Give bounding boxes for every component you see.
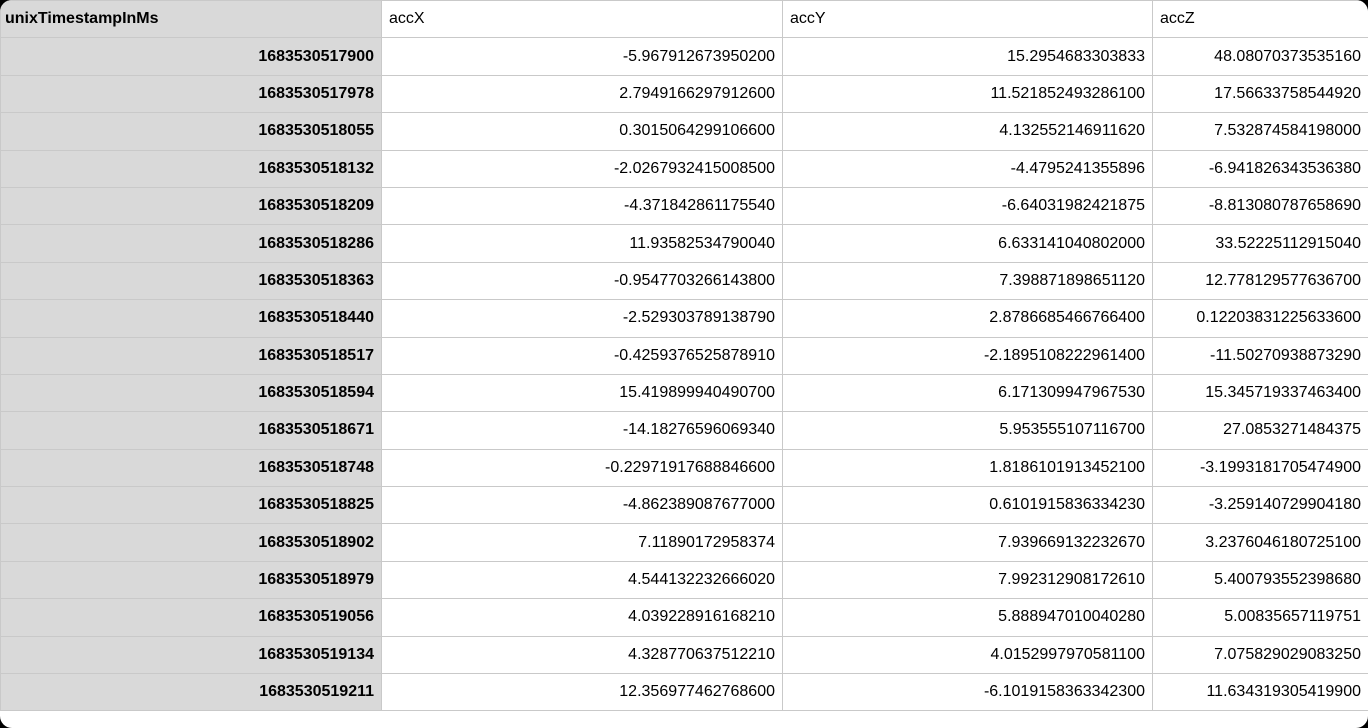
row-timestamp-cell[interactable]: 1683530518055 <box>1 113 382 150</box>
row-timestamp-cell[interactable]: 1683530518671 <box>1 412 382 449</box>
row-timestamp-cell[interactable]: 1683530518209 <box>1 187 382 224</box>
accx-cell[interactable]: -14.18276596069340 <box>382 412 783 449</box>
accx-cell[interactable]: -0.22971917688846600 <box>382 449 783 486</box>
table-row <box>1 487 1368 524</box>
table-body <box>1 38 1368 711</box>
accx-cell[interactable]: -0.4259376525878910 <box>382 337 783 374</box>
accz-cell[interactable]: 27.0853271484375 <box>1153 412 1368 449</box>
header-row <box>1 1 1368 38</box>
accy-cell[interactable]: -6.64031982421875 <box>783 187 1153 224</box>
column-header-timestamp[interactable]: unixTimestampInMs <box>1 1 382 38</box>
table-row <box>1 561 1368 598</box>
row-timestamp-cell[interactable]: 1683530518902 <box>1 524 382 561</box>
table-row <box>1 412 1368 449</box>
accy-cell[interactable]: 4.0152997970581100 <box>783 636 1153 673</box>
accz-cell[interactable]: 11.634319305419900 <box>1153 674 1368 711</box>
row-timestamp-cell[interactable]: 1683530518748 <box>1 449 382 486</box>
accy-cell[interactable]: -6.1019158363342300 <box>783 674 1153 711</box>
column-header-accx[interactable]: accX <box>382 1 783 38</box>
accx-cell[interactable]: 2.7949166297912600 <box>382 75 783 112</box>
accz-cell[interactable]: 5.00835657119751 <box>1153 599 1368 636</box>
accx-cell[interactable]: -2.0267932415008500 <box>382 150 783 187</box>
accz-cell[interactable]: 7.532874584198000 <box>1153 113 1368 150</box>
row-timestamp-cell[interactable]: 1683530518825 <box>1 487 382 524</box>
accx-cell[interactable]: 11.93582534790040 <box>382 225 783 262</box>
accz-cell[interactable]: -3.259140729904180 <box>1153 487 1368 524</box>
accx-cell[interactable]: -4.371842861175540 <box>382 187 783 224</box>
accy-cell[interactable]: 0.6101915836334230 <box>783 487 1153 524</box>
accy-cell[interactable]: 5.953555107116700 <box>783 412 1153 449</box>
accz-cell[interactable]: -11.50270938873290 <box>1153 337 1368 374</box>
accx-cell[interactable]: -2.529303789138790 <box>382 300 783 337</box>
row-timestamp-cell[interactable]: 1683530518132 <box>1 150 382 187</box>
table-row <box>1 225 1368 262</box>
accx-cell[interactable]: 4.544132232666020 <box>382 561 783 598</box>
accx-cell[interactable]: -4.862389087677000 <box>382 487 783 524</box>
row-timestamp-cell[interactable]: 1683530519211 <box>1 674 382 711</box>
row-timestamp-cell[interactable]: 1683530517900 <box>1 38 382 75</box>
row-timestamp-cell[interactable]: 1683530518594 <box>1 374 382 411</box>
table-row <box>1 449 1368 486</box>
table-row <box>1 599 1368 636</box>
accx-cell[interactable]: 7.11890172958374 <box>382 524 783 561</box>
accy-cell[interactable]: -4.4795241355896 <box>783 150 1153 187</box>
accz-cell[interactable]: 12.778129577636700 <box>1153 262 1368 299</box>
accx-cell[interactable]: 4.328770637512210 <box>382 636 783 673</box>
accy-cell[interactable]: 11.521852493286100 <box>783 75 1153 112</box>
accz-cell[interactable]: -6.941826343536380 <box>1153 150 1368 187</box>
row-timestamp-cell[interactable]: 1683530518979 <box>1 561 382 598</box>
accy-cell[interactable]: 4.132552146911620 <box>783 113 1153 150</box>
row-timestamp-cell[interactable]: 1683530518363 <box>1 262 382 299</box>
table-row <box>1 113 1368 150</box>
accz-cell[interactable]: 48.08070373535160 <box>1153 38 1368 75</box>
row-timestamp-cell[interactable]: 1683530518440 <box>1 300 382 337</box>
accz-cell[interactable]: 33.52225112915040 <box>1153 225 1368 262</box>
accy-cell[interactable]: 1.8186101913452100 <box>783 449 1153 486</box>
table-row <box>1 674 1368 711</box>
row-timestamp-cell[interactable]: 1683530519134 <box>1 636 382 673</box>
accx-cell[interactable]: -5.967912673950200 <box>382 38 783 75</box>
table-row <box>1 636 1368 673</box>
row-timestamp-cell[interactable]: 1683530517978 <box>1 75 382 112</box>
accz-cell[interactable]: 0.12203831225633600 <box>1153 300 1368 337</box>
accz-cell[interactable]: -8.813080787658690 <box>1153 187 1368 224</box>
accy-cell[interactable]: 2.8786685466766400 <box>783 300 1153 337</box>
accy-cell[interactable]: 7.939669132232670 <box>783 524 1153 561</box>
accz-cell[interactable]: 3.2376046180725100 <box>1153 524 1368 561</box>
accy-cell[interactable]: 7.398871898651120 <box>783 262 1153 299</box>
table-row <box>1 524 1368 561</box>
accx-cell[interactable]: 12.356977462768600 <box>382 674 783 711</box>
accy-cell[interactable]: 15.2954683303833 <box>783 38 1153 75</box>
column-header-accz[interactable]: accZ <box>1153 1 1368 38</box>
table-row <box>1 150 1368 187</box>
row-timestamp-cell[interactable]: 1683530519056 <box>1 599 382 636</box>
accz-cell[interactable]: 7.075829029083250 <box>1153 636 1368 673</box>
table-row <box>1 300 1368 337</box>
accy-cell[interactable]: -2.1895108222961400 <box>783 337 1153 374</box>
row-timestamp-cell[interactable]: 1683530518286 <box>1 225 382 262</box>
table-row <box>1 337 1368 374</box>
accz-cell[interactable]: 15.345719337463400 <box>1153 374 1368 411</box>
table-row <box>1 187 1368 224</box>
accz-cell[interactable]: -3.1993181705474900 <box>1153 449 1368 486</box>
accx-cell[interactable]: 15.419899940490700 <box>382 374 783 411</box>
table-row <box>1 38 1368 75</box>
accz-cell[interactable]: 17.56633758544920 <box>1153 75 1368 112</box>
table-row <box>1 262 1368 299</box>
column-header-accy[interactable]: accY <box>783 1 1153 38</box>
accy-cell[interactable]: 6.171309947967530 <box>783 374 1153 411</box>
accy-cell[interactable]: 6.633141040802000 <box>783 225 1153 262</box>
accx-cell[interactable]: 0.3015064299106600 <box>382 113 783 150</box>
accx-cell[interactable]: 4.039228916168210 <box>382 599 783 636</box>
accz-cell[interactable]: 5.400793552398680 <box>1153 561 1368 598</box>
table-row <box>1 75 1368 112</box>
table-row <box>1 374 1368 411</box>
accy-cell[interactable]: 5.888947010040280 <box>783 599 1153 636</box>
accy-cell[interactable]: 7.992312908172610 <box>783 561 1153 598</box>
accx-cell[interactable]: -0.9547703266143800 <box>382 262 783 299</box>
row-timestamp-cell[interactable]: 1683530518517 <box>1 337 382 374</box>
